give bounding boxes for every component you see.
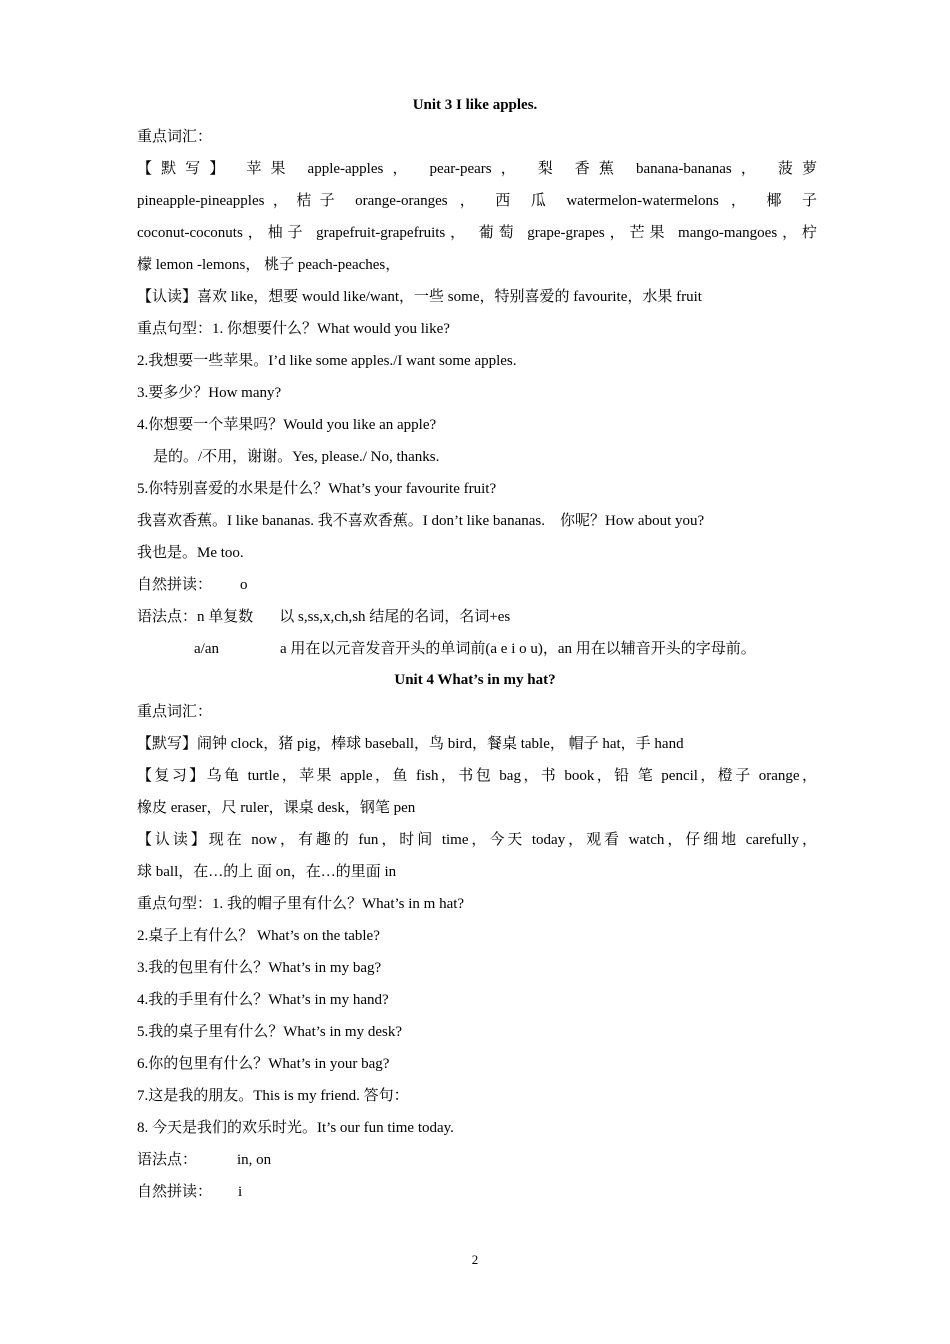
- unit4-sentence-line: 5.我的桌子里有什么？What’s in my desk?: [137, 1024, 402, 1040]
- unit4-vocab-line: 【认读】现在 now，有趣的 fun，时间 time，今天 today，观看 watch，仔细地 carefully，: [137, 832, 817, 848]
- unit3-grammar-rule1-text: 以 s,ss,x,ch,sh 结尾的名词，名词+es: [279, 609, 511, 625]
- unit3-vocab-line: 檬 lemon -lemons， 桃子 peach-peaches，: [137, 257, 401, 273]
- unit3-vocab-line: 【默写】 苹果 apple-apples， pear-pears， 梨 香蕉 banana-bananas， 菠萝: [137, 161, 817, 177]
- unit3-answer-line: 是的。/不用，谢谢。Yes, please./ No, thanks.: [153, 449, 440, 465]
- unit4-sentence-line: 重点句型：1. 我的帽子里有什么？What’s in m hat?: [137, 896, 465, 912]
- unit4-vocab-line: 【复习】乌龟 turtle，苹果 apple，鱼 fish，书包 bag，书 book，铅 笔 pencil，橙子 orange，: [137, 768, 817, 784]
- unit4-grammar-value: in, on: [237, 1152, 272, 1168]
- unit3-phonics-value: o: [240, 577, 248, 593]
- unit3-grammar-rule1-term: n 单复数: [197, 609, 254, 625]
- unit3-vocab-line: 【认读】喜欢 like，想要 would like/want，一些 some，特别喜爱的 favourite，水果 fruit: [137, 289, 702, 305]
- unit4-sentence-line: 6.你的包里有什么？What’s in your bag?: [137, 1056, 390, 1072]
- unit4-vocab-heading: 重点词汇：: [137, 704, 213, 720]
- unit3-phonics-row: [137, 575, 817, 595]
- unit4-sentence-line: 2.桌子上有什么？ What’s on the table?: [137, 928, 380, 944]
- unit3-grammar-row: [137, 607, 817, 627]
- unit3-sentence-line: 我也是。Me too.: [137, 545, 244, 561]
- unit4-sentence-line: 8. 今天是我们的欢乐时光。It’s our fun time today.: [137, 1120, 454, 1136]
- unit3-grammar-rule2-text: a 用在以元音发音开头的单词前(a e i o u)，an 用在以辅音开头的字母前。: [280, 641, 756, 657]
- unit3-sentence-line: 4.你想要一个苹果吗？Would you like an apple?: [137, 417, 437, 433]
- unit3-sentence-line: 重点句型：1. 你想要什么？What would you like?: [137, 321, 450, 337]
- unit4-phonics-row: [137, 1182, 817, 1202]
- unit3-grammar-label: 语法点：: [137, 609, 198, 625]
- unit4-phonics-value: i: [238, 1184, 243, 1200]
- unit4-grammar-row: [137, 1150, 817, 1170]
- unit3-phonics-label: 自然拼读：: [137, 577, 213, 593]
- unit3-sentence-line: 我喜欢香蕉。I like bananas. 我不喜欢香蕉。I don’t like bananas. 你呢？How about you?: [137, 513, 705, 529]
- unit3-sentence-line: 2.我想要一些苹果。I’d like some apples./I want some apples.: [137, 353, 517, 369]
- unit4-vocab-line: 【默写】闹钟 clock，猪 pig，棒球 baseball，鸟 bird，餐桌 table， 帽子 hat，手 hand: [137, 736, 684, 752]
- unit3-title: Unit 3 I like apples.: [412, 97, 538, 113]
- unit4-sentence-line: 3.我的包里有什么？What’s in my bag?: [137, 960, 382, 976]
- unit3-sentence-line: 5.你特别喜爱的水果是什么？What’s your favourite fruit?: [137, 481, 497, 497]
- unit4-vocab-line: 球 ball，在…的上 面 on，在…的里面 in: [137, 864, 397, 880]
- page-number: 2: [471, 1252, 479, 1267]
- unit4-sentence-line: 7.这是我的朋友。This is my friend. 答句：: [137, 1088, 409, 1104]
- unit4-title: Unit 4 What’s in my hat?: [394, 672, 556, 688]
- unit4-sentence-line: 4.我的手里有什么？What’s in my hand?: [137, 992, 389, 1008]
- unit4-phonics-label: 自然拼读：: [137, 1184, 213, 1200]
- unit4-grammar-label: 语法点：: [137, 1152, 198, 1168]
- unit3-vocab-line: coconut-coconuts，柚子 grapefruit-grapefruits， 葡萄 grape-grapes，芒果 mango-mangoes，柠: [137, 225, 817, 241]
- unit3-vocab-line: pineapple-pineapples，桔子 orange-oranges ， 西 瓜 watermelon-watermelons ， 椰 子: [137, 193, 817, 209]
- unit3-sentence-line: 3.要多少？How many?: [137, 385, 282, 401]
- unit4-vocab-line: 橡皮 eraser，尺 ruler，课桌 desk，钢笔 pen: [137, 800, 416, 816]
- unit3-grammar-rule2-term: a/an: [194, 641, 219, 657]
- unit3-vocab-heading: 重点词汇：: [137, 129, 213, 145]
